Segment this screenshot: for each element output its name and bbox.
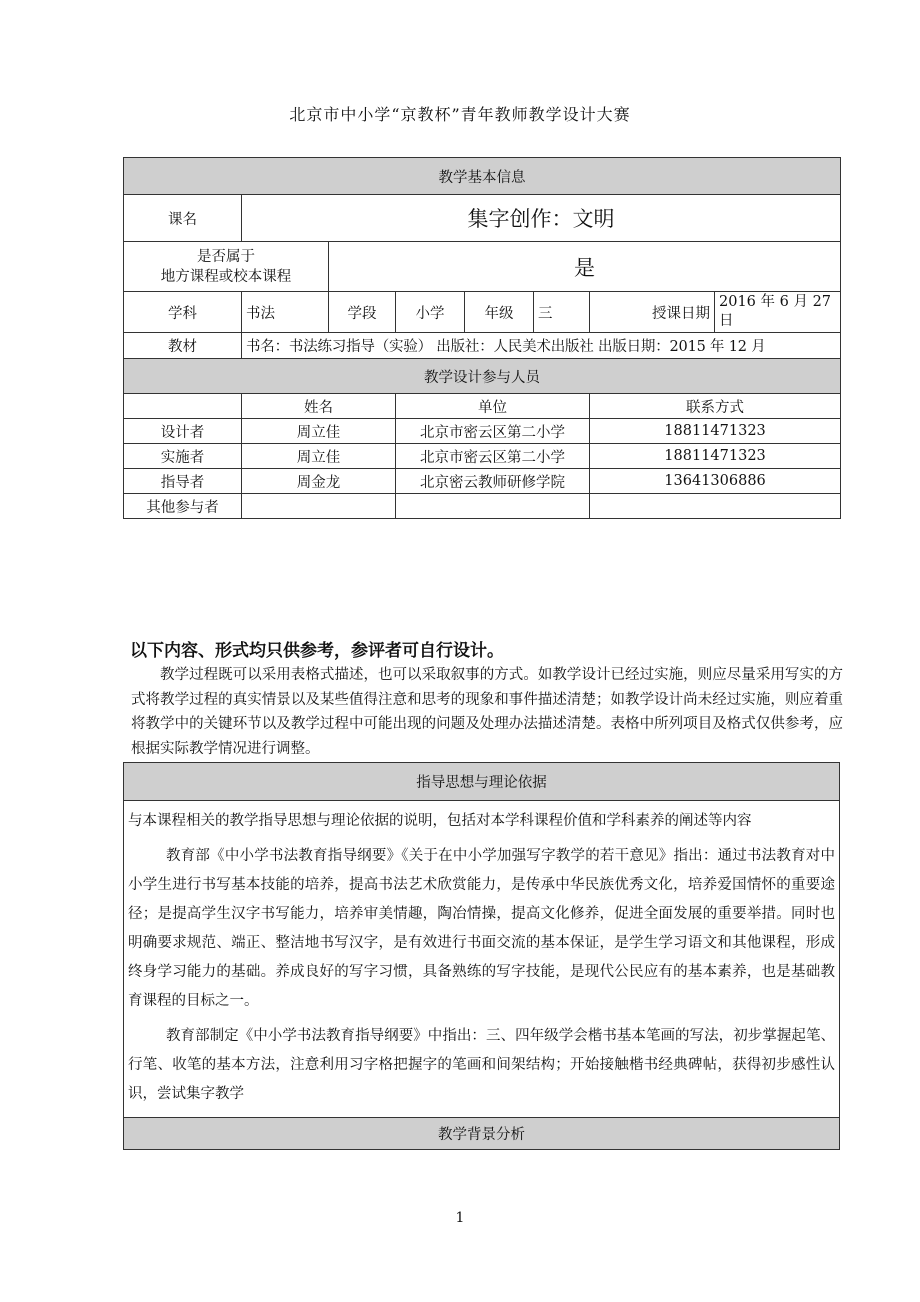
subject-label: 学科 [124,292,242,333]
date-label: 授课日期 [590,292,715,333]
table-row [124,469,841,494]
role-cell: 指导者 [124,469,242,494]
stage-label: 学段 [329,292,396,333]
textbook-label: 教材 [124,333,242,359]
contact-cell [590,494,841,519]
note-body: 教学过程既可以采用表格式描述，也可以采取叙事的方式。如教学设计已经过实施，则应尽量采用写实的方式将教学过程的真实情景以及某些值得注意和思考的现象和事件描述清楚；如教学设计尚未经过实施，则应着重将教学中的关键环节以及教学过程中可能出现的问题及处理办法描述清楚。表格中所列项目及格式仅供参考，应根据实际教学情况进行调整。 [131,667,843,757]
course-label: 课名 [124,195,242,242]
table-row [124,419,841,444]
name-cell: 周金龙 [242,469,396,494]
local-course-label [124,242,329,292]
stage-value: 小学 [396,292,465,333]
subject-value: 书法 [242,292,329,333]
guidance-paragraph-2: 教育部制定《中小学书法教育指导纲要》中指出：三、四年级学会楷书基本笔画的写法，初步掌握起笔、行笔、收笔的基本方法，注意利用习字格把握字的笔画和间架结构；开始接触楷书经典碑帖，获得初步感性认识，尝试集字教学 [128,1028,835,1102]
course-value: 集字创作：文明 [242,195,841,242]
guidance-content [124,801,840,1118]
note-heading: 以下内容、形式均只供参考，参评者可自行设计。 [130,641,504,661]
unit-cell [396,494,590,519]
contact-cell: 18811471323 [590,419,841,444]
basic-info-table [123,157,841,519]
col-name: 姓名 [242,394,396,419]
unit-cell: 北京市密云区第二小学 [396,419,590,444]
local-course-label-line1: 是否属于 [197,248,255,265]
guidance-paragraph-1: 教育部《中小学书法教育指导纲要》《关于在中小学加强写字教学的若干意见》指出：通过书法教育对中小学生进行书写基本技能的培养，提高书法艺术欣赏能力，是传承中华民族优秀文化，培养爱国情怀的重要途径；是提高学生汉字书写能力，培养审美情趣，陶冶情操，提高文化修养，促进全面发展的重要举措。同时也明确要求规范、端正、整洁地书写汉字，是有效进行书面交流的基本保证，是学生学习语文和其他课程，形成终身学习能力的基础。养成良好的写字习惯，具备熟练的写字技能，是现代公民应有的基本素养，也是基础教育课程的目标之一。 [128,848,835,1009]
role-cell: 设计者 [124,419,242,444]
unit-cell: 北京市密云区第二小学 [396,444,590,469]
page-number: 1 [455,1210,465,1226]
textbook-value: 书名：书法练习指导（实验） 出版社：人民美术出版社 出版日期：2015 年 12 月 [242,333,841,359]
name-cell: 周立佳 [242,444,396,469]
role-cell: 其他参与者 [124,494,242,519]
date-value: 2016 年 6 月 27 日 [715,292,841,333]
name-cell: 周立佳 [242,419,396,444]
guidance-intro: 与本课程相关的教学指导思想与理论依据的说明，包括对本学科课程价值和学科素养的阐述等内容 [128,813,752,829]
section-background-title: 教学背景分析 [124,1118,840,1150]
table-row [124,444,841,469]
guidance-table [123,762,840,1150]
local-course-value: 是 [329,242,841,292]
page-title: 北京市中小学“京教杯”青年教师教学设计大赛 [289,105,631,124]
section-guidance-title: 指导思想与理论依据 [124,763,840,801]
col-unit: 单位 [396,394,590,419]
contact-cell: 13641306886 [590,469,841,494]
unit-cell: 北京密云教师研修学院 [396,469,590,494]
name-cell [242,494,396,519]
section-basic-info-title: 教学基本信息 [124,158,841,195]
table-row [124,494,841,519]
role-cell: 实施者 [124,444,242,469]
contact-cell: 18811471323 [590,444,841,469]
local-course-label-line2: 地方课程或校本课程 [160,268,292,285]
section-participants-title: 教学设计参与人员 [124,359,841,394]
grade-label: 年级 [465,292,534,333]
grade-value: 三 [534,292,590,333]
col-contact: 联系方式 [590,394,841,419]
col-role [124,394,242,419]
